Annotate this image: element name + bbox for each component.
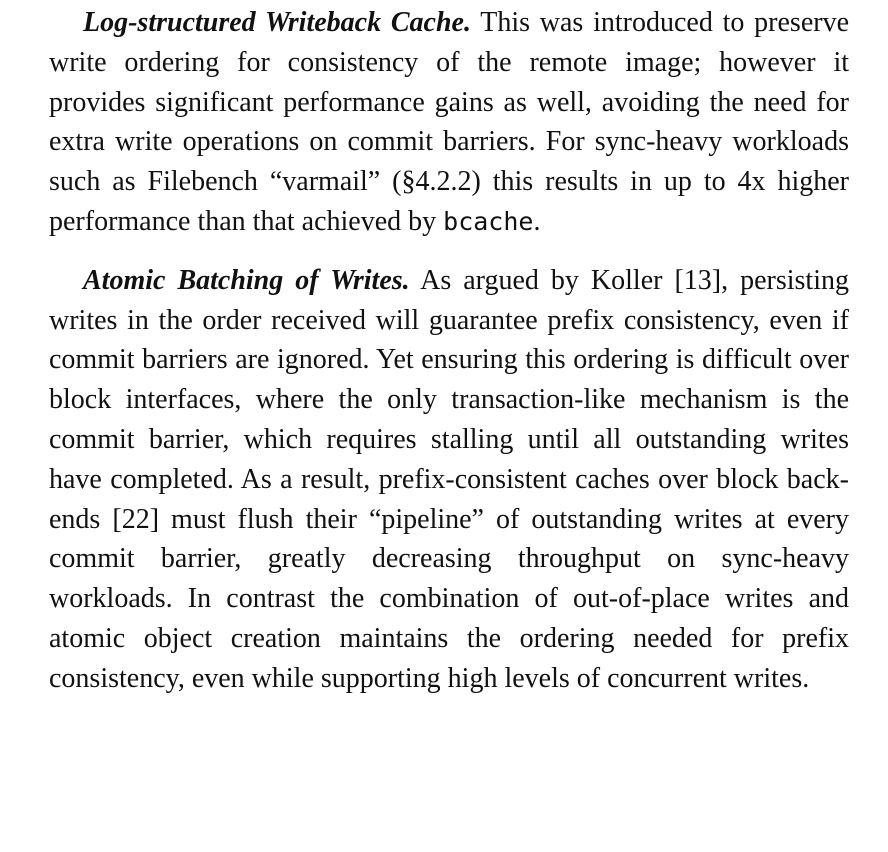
paragraph-body: As argued by Koller [13], persisting writes in the order received will guarantee prefix consistency, even if commit barriers are ignored. Yet ensuring this ordering is difficult over block interfaces, where the only transaction-like mechanism is the commit barrier, which requires stalling until all outstanding writes have completed. As a result, prefix-consistent caches over block back-ends [22] must flush their “pipeline” of outstanding writes at every commit barrier, greatly decreasing throughput on sync-heavy workloads. In contrast the combination of out-of-place writes and atomic object creation maintains the ordering needed for prefix consistency, even while supporting high levels of concurrent writes.: [49, 264, 849, 694]
paragraph-atomic-batching: [49, 261, 849, 699]
run-in-heading-writeback-cache: Log-structured Writeback Cache.: [83, 7, 471, 38]
paragraph-writeback-cache: [49, 3, 849, 242]
run-in-heading-atomic-batching: Atomic Batching of Writes.: [83, 264, 410, 296]
code-term: bcache: [443, 206, 534, 236]
paragraph-end: .: [533, 205, 541, 237]
paragraph-body: This was introduced to preserve write ordering for consistency of the remote image; however it provides significant performance gains as well, avoiding the need for extra write operations on commit barriers. For sync-heavy workloads such as Filebench “varmail” (§4.2.2) this results in up to 4x higher performance than that achieved by: [49, 7, 850, 237]
document-page: [49, 3, 849, 699]
